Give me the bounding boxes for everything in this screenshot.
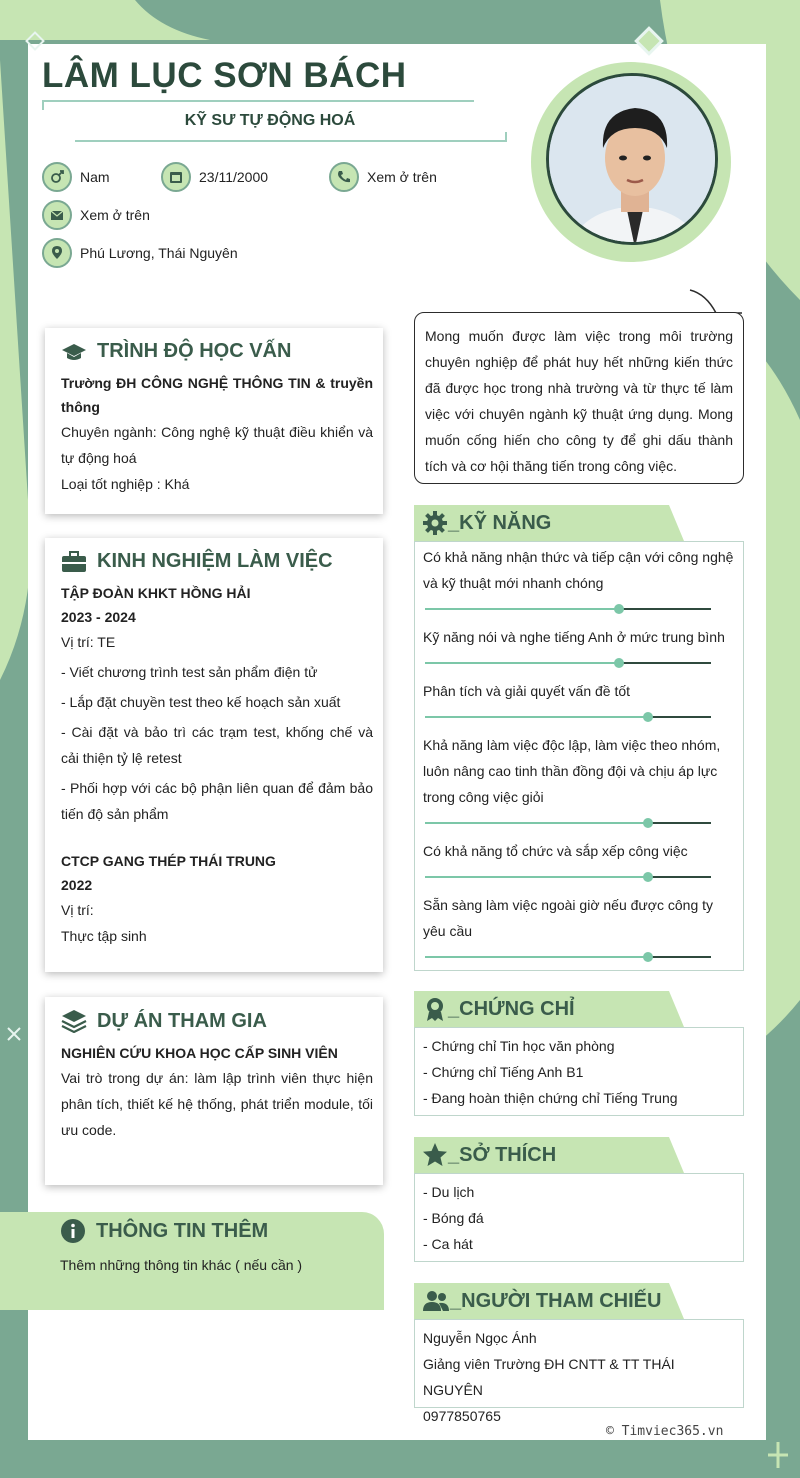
location-icon bbox=[42, 238, 72, 268]
cross-icon bbox=[6, 1026, 22, 1042]
task-item: Thực tập sinh bbox=[61, 928, 147, 944]
certificates-title: _CHỨNG CHỈ bbox=[448, 997, 575, 1020]
address-value: Phú Lương, Thái Nguyên bbox=[80, 245, 238, 261]
graduation-grade: Loại tốt nghiệp : Khá bbox=[61, 476, 190, 492]
skill-level-fill bbox=[425, 876, 648, 878]
hobbies-title: _SỞ THÍCH bbox=[448, 1143, 557, 1166]
education-card bbox=[45, 328, 383, 514]
phone-info bbox=[329, 162, 437, 192]
gender-info bbox=[42, 162, 110, 192]
skill-level-bar bbox=[423, 810, 735, 836]
diamond-icon bbox=[24, 30, 48, 54]
job-title: KỸ SƯ TỰ ĐỘNG HOÁ bbox=[184, 112, 356, 129]
briefcase-icon bbox=[61, 551, 87, 573]
hobbies-heading bbox=[414, 1137, 684, 1173]
skill-level-bar bbox=[423, 650, 735, 676]
plus-icon bbox=[766, 1440, 790, 1470]
avatar bbox=[546, 73, 718, 245]
experience-heading bbox=[61, 550, 373, 573]
certificate-item: - Chứng chỉ Tiếng Anh B1 bbox=[423, 1064, 584, 1080]
task-item: - Lắp đặt chuyền test theo kế hoạch sản xuất bbox=[61, 694, 341, 710]
skills-box bbox=[414, 541, 744, 971]
copyright: © Timviec365.vn bbox=[606, 1424, 724, 1439]
skill-level-fill bbox=[425, 608, 619, 610]
reference-position: Giảng viên Trường ĐH CNTT & TT THÁI NGUYÊN bbox=[423, 1356, 675, 1398]
more-info-heading bbox=[60, 1218, 384, 1244]
hobby-item: - Du lịch bbox=[423, 1184, 475, 1200]
task-item: - Phối hợp với các bộ phận liên quan để đảm bảo tiến độ sản phẩm bbox=[61, 780, 373, 822]
candidate-name: LÂM LỤC SƠN BÁCH bbox=[42, 56, 407, 95]
major: Chuyên ngành: Công nghệ kỹ thuật điều khiển và tự động hoá bbox=[61, 424, 373, 466]
graduation-cap-icon bbox=[61, 342, 87, 362]
skill-level-fill bbox=[425, 662, 619, 664]
diamond-icon bbox=[632, 24, 668, 64]
email-info bbox=[42, 200, 150, 230]
birthday-info bbox=[161, 162, 268, 192]
skill-level-dot bbox=[614, 604, 624, 614]
skill-level-fill bbox=[425, 822, 648, 824]
hobbies-box bbox=[414, 1173, 744, 1262]
star-icon bbox=[422, 1142, 448, 1168]
phone-value: Xem ở trên bbox=[367, 169, 437, 185]
skill-text: Phân tích và giải quyết vấn đề tốt bbox=[423, 683, 631, 699]
experience-card bbox=[45, 538, 383, 972]
skill-text: Có khả năng nhận thức và tiếp cận với công nghệ và kỹ thuật mới nhanh chóng bbox=[423, 549, 734, 591]
career-objective bbox=[414, 312, 744, 484]
users-icon bbox=[422, 1289, 450, 1313]
skill-text: Khả năng làm việc độc lập, làm việc theo nhóm, luôn nâng cao tinh thần đồng đội và chịu áp lực trong công việc giỏi bbox=[423, 737, 721, 805]
certificates-heading bbox=[414, 991, 684, 1027]
skill-level-dot bbox=[643, 872, 653, 882]
company-name: CTCP GANG THÉP THÁI TRUNG bbox=[61, 853, 276, 869]
gender-value: Nam bbox=[80, 169, 110, 185]
projects-heading bbox=[61, 1009, 373, 1033]
award-icon bbox=[422, 996, 448, 1022]
skill-level-dot bbox=[614, 658, 624, 668]
gear-icon bbox=[422, 510, 448, 536]
more-info-title: THÔNG TIN THÊM bbox=[96, 1219, 269, 1242]
references-heading bbox=[414, 1283, 684, 1319]
info-icon bbox=[60, 1218, 86, 1244]
hobby-item: - Ca hát bbox=[423, 1236, 473, 1252]
certificates-box bbox=[414, 1027, 744, 1116]
skill-level-bar bbox=[423, 864, 735, 890]
experience-title: KINH NGHIỆM LÀM VIỆC bbox=[97, 550, 333, 572]
skills-title: _KỸ NĂNG bbox=[448, 511, 552, 534]
position: Vị trí: bbox=[61, 902, 94, 918]
more-info-section bbox=[0, 1212, 384, 1310]
skills-heading bbox=[414, 505, 684, 541]
project-description: Vai trò trong dự án: làm lập trình viên thực hiện phân tích, thiết kế hệ thống, phát triển module, tối ưu code. bbox=[61, 1070, 373, 1138]
skill-level-fill bbox=[425, 716, 648, 718]
references-title: _NGƯỜI THAM CHIẾU bbox=[450, 1289, 662, 1312]
birthday-value: 23/11/2000 bbox=[199, 169, 269, 185]
skill-text: Kỹ năng nói và nghe tiếng Anh ở mức trung bình bbox=[423, 629, 725, 645]
position: Vị trí: TE bbox=[61, 634, 116, 650]
skill-level-fill bbox=[425, 956, 648, 958]
skill-level-dot bbox=[643, 712, 653, 722]
references-box bbox=[414, 1319, 744, 1424]
skill-text: Sẵn sàng làm việc ngoài giờ nếu được công ty yêu cầu bbox=[423, 897, 714, 939]
skill-level-bar bbox=[423, 944, 735, 970]
project-name: NGHIÊN CỨU KHOA HỌC CẤP SINH VIÊN bbox=[61, 1045, 338, 1061]
calendar-icon bbox=[161, 162, 191, 192]
task-item: - Cài đặt và bảo trì các trạm test, khống chế và cải thiện tỷ lệ retest bbox=[61, 724, 373, 766]
skill-level-dot bbox=[643, 952, 653, 962]
work-period: 2022 bbox=[61, 877, 93, 893]
more-info-text: Thêm những thông tin khác ( nếu cần ) bbox=[60, 1257, 303, 1273]
skill-text: Có khả năng tổ chức và sắp xếp công việc bbox=[423, 843, 688, 859]
address-info bbox=[42, 238, 238, 268]
hobby-item: - Bóng đá bbox=[423, 1210, 484, 1226]
reference-phone: 0977850765 bbox=[423, 1408, 501, 1424]
envelope-icon bbox=[42, 200, 72, 230]
projects-title: DỰ ÁN THAM GIA bbox=[97, 1009, 267, 1032]
divider bbox=[75, 140, 507, 142]
objective-text: Mong muốn được làm việc trong môi trường chuyên nghiệp để phát huy hết những kiến thức đã được học trong nhà trường và từ thực tế làm việc với chuyên ngành kỹ thuật ứng dụng. Mong muốn cống hiến cho công ty để ghi dấu thành tích và cơ hội thăng tiến trong công việc. bbox=[425, 328, 733, 474]
layers-icon bbox=[61, 1009, 87, 1033]
person-photo bbox=[549, 76, 718, 245]
work-period: 2023 - 2024 bbox=[61, 609, 136, 625]
divider bbox=[42, 100, 474, 102]
education-heading bbox=[61, 340, 373, 363]
reference-name: Nguyễn Ngọc Ánh bbox=[423, 1330, 537, 1346]
company-name: TẬP ĐOÀN KHKT HỒNG HẢI bbox=[61, 585, 251, 601]
task-item: - Viết chương trình test sản phẩm điện tử bbox=[61, 664, 318, 680]
skill-level-bar bbox=[423, 596, 735, 622]
projects-card bbox=[45, 997, 383, 1185]
certificate-item: - Đang hoàn thiện chứng chỉ Tiếng Trung bbox=[423, 1090, 678, 1106]
skill-level-bar bbox=[423, 704, 735, 730]
certificate-item: - Chứng chỉ Tin học văn phòng bbox=[423, 1038, 615, 1054]
school-name: Trường ĐH CÔNG NGHỆ THÔNG TIN & truyền thông bbox=[61, 375, 373, 415]
email-value: Xem ở trên bbox=[80, 207, 150, 223]
education-title: TRÌNH ĐỘ HỌC VẤN bbox=[97, 340, 292, 362]
phone-icon bbox=[329, 162, 359, 192]
gender-icon bbox=[42, 162, 72, 192]
skill-level-dot bbox=[643, 818, 653, 828]
